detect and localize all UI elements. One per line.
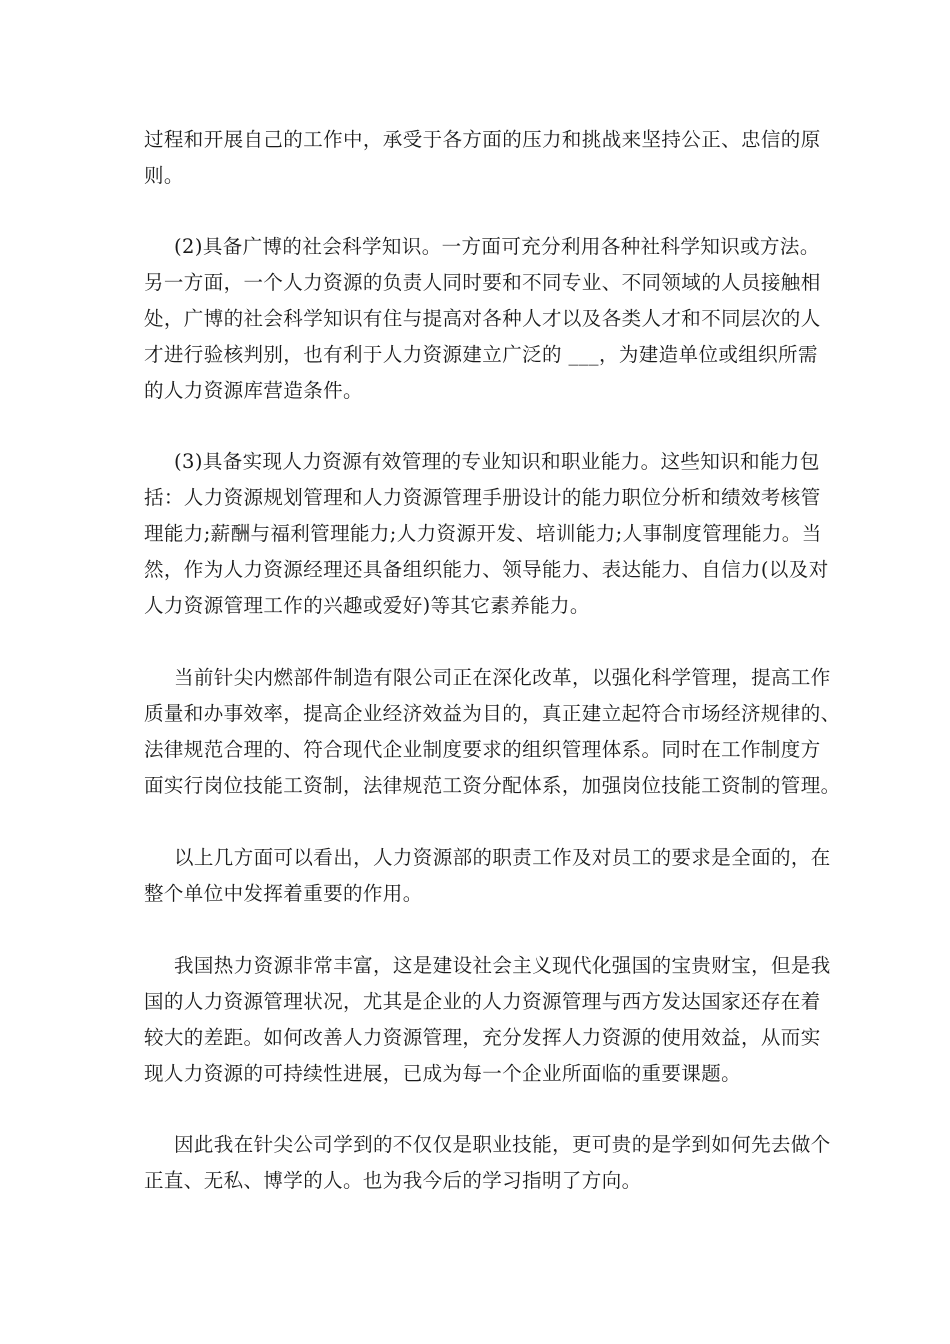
paragraph-line: 人力资源管理工作的兴趣或爱好)等其它素养能力。 [144, 594, 590, 617]
paragraph-line: 法律规范合理的、符合现代企业制度要求的组织管理体系。同时在工作制度方 [144, 738, 821, 761]
paragraph-professional-skills [144, 444, 829, 624]
paragraph-line: 质量和办事效率，提高企业经济效益为目的，真正建立起符合市场经济规律的、 [144, 702, 841, 725]
paragraph-line: 另一方面，一个人力资源的负责人同时要和不同专业、不同领域的人员接触相 [144, 271, 821, 294]
paragraph-line: 我国热力资源非常丰富，这是建设社会主义现代化强国的宝贵财宝，但是我 [174, 954, 831, 977]
paragraph-line: 理能力;薪酬与福利管理能力;人力资源开发、培训能力;人事制度管理能力。当 [144, 522, 822, 545]
paragraph-line: (2)具备广博的社会科学知识。一方面可充分利用各种社科学知识或方法。 [174, 235, 820, 258]
paragraph-line: 当前针尖内燃部件制造有限公司正在深化改革，以强化科学管理，提高工作 [174, 666, 831, 689]
paragraph-line: 现人力资源的可持续性进展，已成为每一个企业所面临的重要课题。 [144, 1062, 742, 1085]
paragraph-line: 面实行岗位技能工资制，法律规范工资分配体系，加强岗位技能工资制的管理。 [144, 774, 841, 797]
paragraph-line: (3)具备实现人力资源有效管理的专业知识和职业能力。这些知识和能力包 [174, 450, 820, 473]
paragraph-line: 则。 [144, 164, 184, 187]
paragraph-line: 较大的差距。如何改善人力资源管理，充分发挥人力资源的使用效益，从而实 [144, 1026, 821, 1049]
paragraph-national-hr-status [144, 948, 831, 1092]
paragraph-line: 过程和开展自己的工作中，承受于各方面的压力和挑战来坚持公正、忠信的原 [144, 128, 821, 151]
paragraph-line: 括：人力资源规划管理和人力资源管理手册设计的能力职位分析和绩效考核管 [144, 486, 821, 509]
paragraph-line: 整个单位中发挥着重要的作用。 [144, 882, 423, 905]
paragraph-line: 因此我在针尖公司学到的不仅仅是职业技能，更可贵的是学到如何先去做个 [174, 1133, 831, 1156]
paragraph-line: 的人力资源库营造条件。 [144, 379, 363, 402]
paragraph-line: 正直、无私、博学的人。也为我今后的学习指明了方向。 [144, 1169, 642, 1192]
paragraph-line: 然，作为人力资源经理还具备组织能力、领导能力、表达能力、自信力(以及对 [144, 558, 829, 581]
paragraph-continued-principles [144, 122, 821, 194]
paragraph-social-science-knowledge [144, 229, 821, 409]
paragraph-hr-role-summary [144, 840, 831, 912]
paragraph-line: 国的人力资源管理状况，尤其是企业的人力资源管理与西方发达国家还存在着 [144, 990, 821, 1013]
paragraph-line: 以上几方面可以看出，人力资源部的职责工作及对员工的要求是全面的，在 [174, 846, 831, 869]
paragraph-conclusion [144, 1127, 831, 1199]
paragraph-line: 才进行验核判别，也有利于人力资源建立广泛的 ___，为建造单位或组织所需 [144, 343, 818, 366]
paragraph-company-reform [144, 660, 841, 804]
paragraph-line: 处，广博的社会科学知识有住与提高对各种人才以及各类人才和不同层次的人 [144, 307, 821, 330]
